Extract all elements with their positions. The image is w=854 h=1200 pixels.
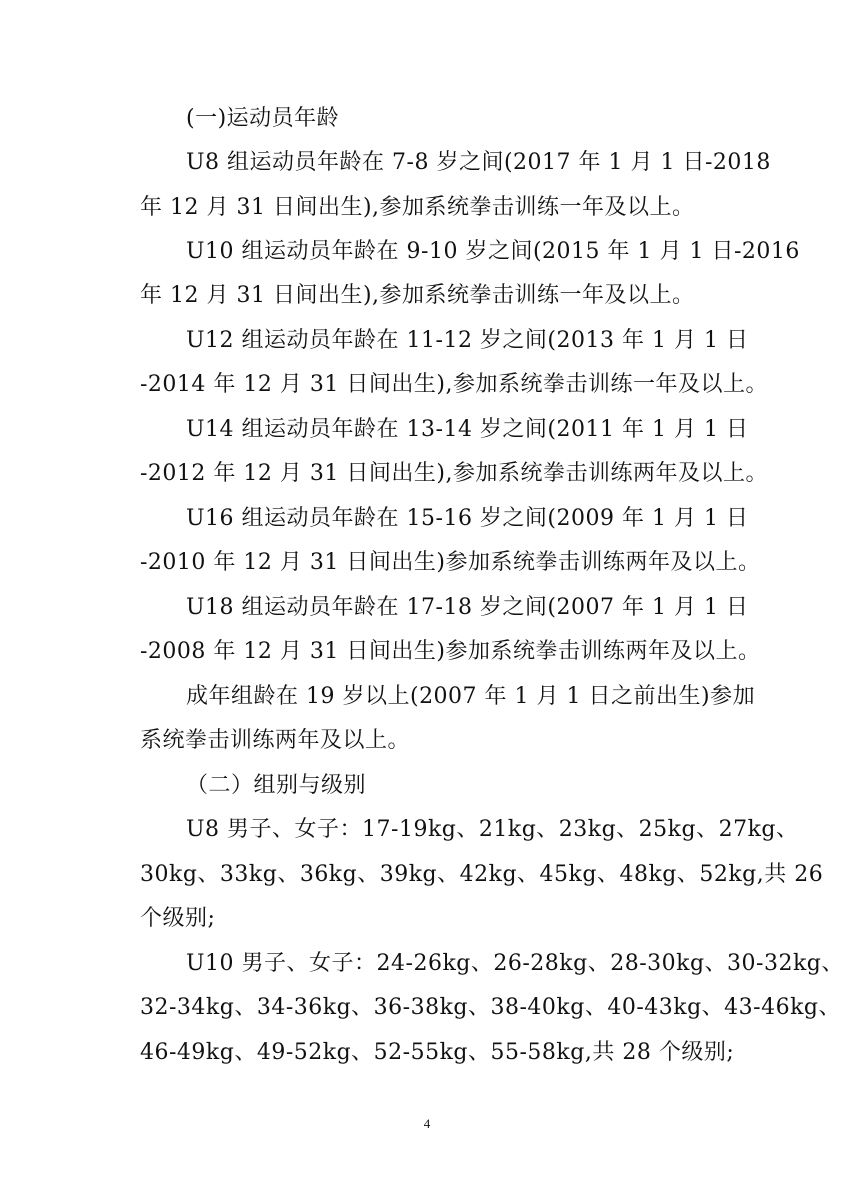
adult-age-line2: 系统拳击训练两年及以上。 <box>140 728 411 753</box>
u14-age-line1: U14 组运动员年龄在 13-14 岁之间(2011 年 1 月 1 日 <box>186 417 749 442</box>
u8-weight-line1: U8 男子、女子：17-19kg、21kg、23kg、25kg、27kg、 <box>186 817 799 842</box>
u16-age-line2: -2010 年 12 月 31 日间出生)参加系统拳击训练两年及以上。 <box>140 550 761 575</box>
u14-age-line2: -2012 年 12 月 31 日间出生),参加系统拳击训练两年及以上。 <box>140 461 768 486</box>
u10-age-line2: 年 12 月 31 日间出生),参加系统拳击训练一年及以上。 <box>140 283 695 308</box>
page-number: 4 <box>423 1116 431 1131</box>
u18-age-line1: U18 组运动员年龄在 17-18 岁之间(2007 年 1 月 1 日 <box>186 595 749 620</box>
u12-age-line1: U12 组运动员年龄在 11-12 岁之间(2013 年 1 月 1 日 <box>186 328 749 353</box>
adult-age-line1: 成年组龄在 19 岁以上(2007 年 1 月 1 日之前出生)参加 <box>186 684 756 709</box>
u10-weight-line2: 32-34kg、34-36kg、36-38kg、38-40kg、40-43kg、43-46kg、 <box>140 995 842 1020</box>
u18-age-line2: -2008 年 12 月 31 日间出生)参加系统拳击训练两年及以上。 <box>140 639 761 664</box>
u8-weight-line3: 个级别; <box>140 906 216 931</box>
u12-age-line2: -2014 年 12 月 31 日间出生),参加系统拳击训练一年及以上。 <box>140 372 768 397</box>
u16-age-line1: U16 组运动员年龄在 15-16 岁之间(2009 年 1 月 1 日 <box>186 506 749 531</box>
section1-heading: (一)运动员年龄 <box>186 106 340 131</box>
u10-weight-line3: 46-49kg、49-52kg、52-55kg、55-58kg,共 28 个级别; <box>140 1040 735 1065</box>
u10-weight-line1: U10 男子、女子：24-26kg、26-28kg、28-30kg、30-32kg、 <box>186 951 844 976</box>
u8-age-line1: U8 组运动员年龄在 7-8 岁之间(2017 年 1 月 1 日-2018 <box>186 150 771 175</box>
u8-age-line2: 年 12 月 31 日间出生),参加系统拳击训练一年及以上。 <box>140 195 695 220</box>
u8-weight-line2: 30kg、33kg、36kg、39kg、42kg、45kg、48kg、52kg,共 26 <box>140 862 824 887</box>
section2-heading: （二）组别与级别 <box>186 773 367 798</box>
u10-age-line1: U10 组运动员年龄在 9-10 岁之间(2015 年 1 月 1 日-2016 <box>186 239 800 264</box>
